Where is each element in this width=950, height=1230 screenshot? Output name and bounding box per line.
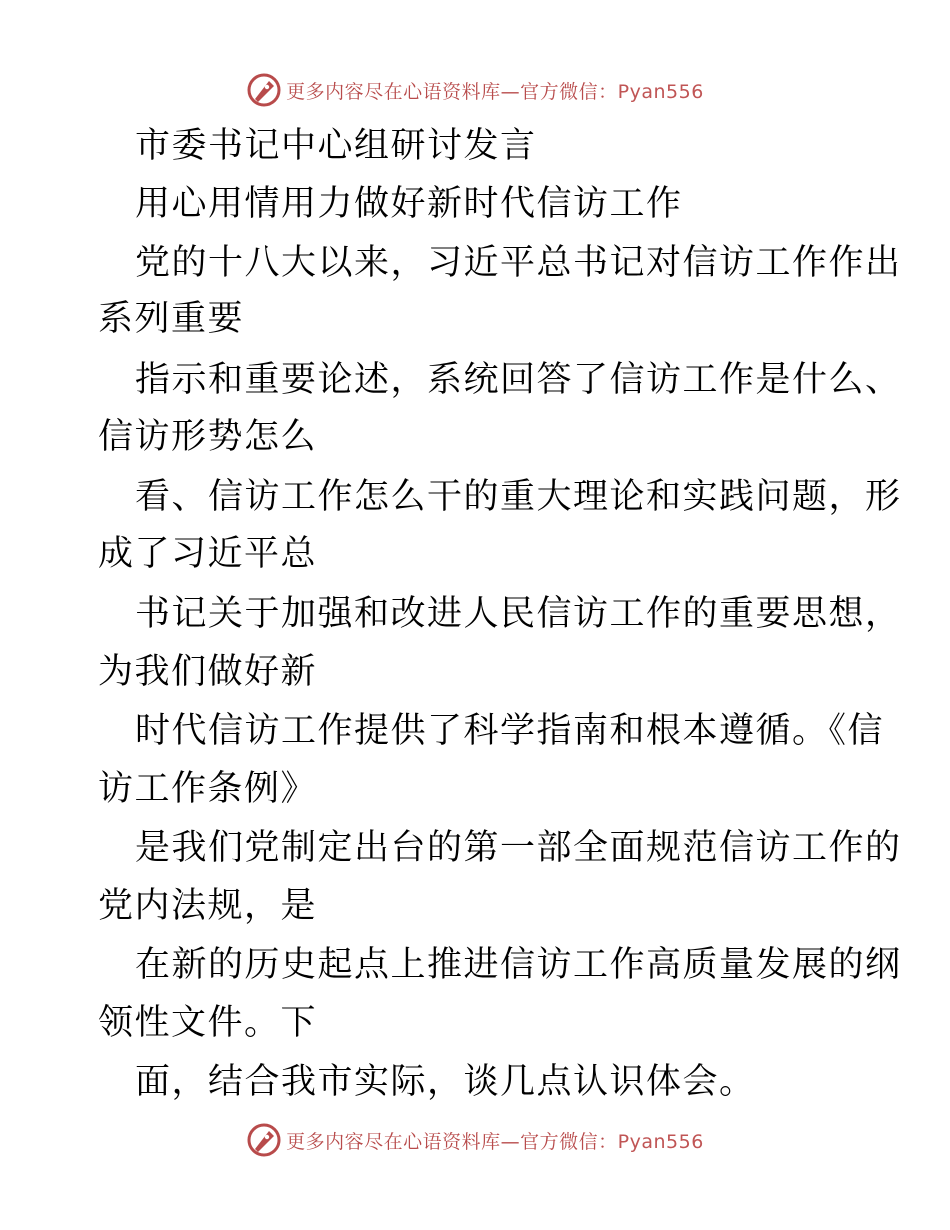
text-line: 成了习近平总 [98, 534, 318, 574]
text-line: 是我们党制定出台的第一部全面规范信访工作的 [135, 828, 902, 868]
banner-text: 更多内容尽在心语资料库—官方微信：Pyan556 [286, 80, 704, 103]
header-banner [0, 70, 950, 110]
banner-text: 更多内容尽在心语资料库—官方微信：Pyan556 [286, 1130, 704, 1153]
text-line: 时代信访工作提供了科学指南和根本遵循。《信 [135, 711, 885, 751]
wechat-handle: Pyan556 [617, 80, 704, 103]
text-line: 指示和重要论述，系统回答了信访工作是什么、 [135, 360, 902, 400]
text-line: 看、信访工作怎么干的重大理论和实践问题，形 [135, 477, 902, 517]
text-line: 信访形势怎么 [98, 417, 318, 457]
text-line: 在新的历史起点上推进信访工作高质量发展的纲 [135, 945, 902, 985]
footer-banner [0, 1120, 950, 1160]
text-line: 为我们做好新 [98, 652, 318, 692]
text-line: 系列重要 [98, 299, 245, 339]
pen-nib-logo-icon [246, 72, 282, 108]
doc-title: 市委书记中心组研讨发言 [135, 126, 537, 166]
text-line: 党内法规，是 [98, 886, 318, 926]
text-line: 党的十八大以来，习近平总书记对信访工作作出 [135, 243, 902, 283]
doc-subtitle: 用心用情用力做好新时代信访工作 [135, 184, 683, 224]
pen-nib-logo-icon [246, 1122, 282, 1158]
text-line: 访工作条例》 [98, 769, 318, 809]
wechat-handle: Pyan556 [617, 1130, 704, 1153]
text-line: 领性文件。下 [98, 1003, 318, 1043]
text-line: 书记关于加强和改进人民信访工作的重要思想， [135, 594, 902, 634]
text-line: 面，结合我市实际，谈几点认识体会。 [135, 1062, 756, 1102]
